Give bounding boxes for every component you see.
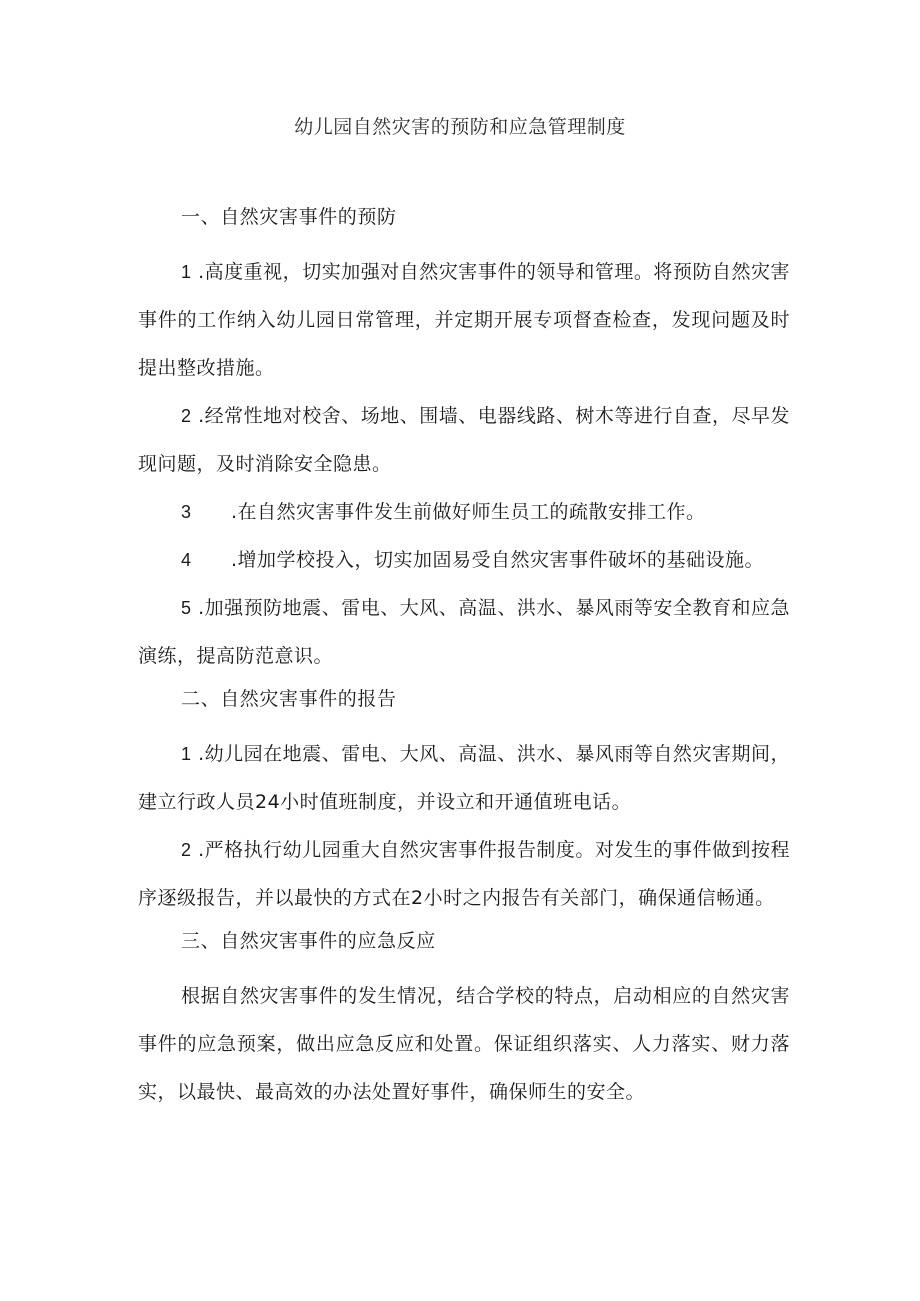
item-number: 1 [181,744,192,764]
section-heading-response: 三、自然灾害事件的应急反应 [181,930,436,952]
prevention-item-1 [138,248,790,392]
document-body [138,200,790,1116]
item-number: 5 [181,598,192,618]
item-text: .经常性地对校舍、场地、围墙、电器线路、树木等进行自查，尽早发现问题，及时消除安全隐患。 [138,405,790,475]
section-heading-report: 二、自然灾害事件的报告 [181,688,397,710]
item-text: .增加学校投入，切实加固易受自然灾害事件破坏的基础设施。 [231,549,765,571]
item-number: 3 [181,502,192,522]
item-number: 2 [181,406,192,426]
section-heading-prevention: 一、自然灾害事件的预防 [181,206,397,228]
item-text: .幼儿园在地震、雷电、大风、高温、洪水、暴风雨等自然灾害期间，建立行政人员24小时值班制度，并设立和开通值班电话。 [138,743,790,813]
prevention-item-2 [138,392,790,488]
item-number: 4 [181,550,192,570]
report-item-1 [138,730,790,826]
prevention-item-3 [138,488,790,536]
prevention-item-5 [138,584,790,680]
item-text: .严格执行幼儿园重大自然灾害事件报告制度。对发生的事件做到按程序逐级报告，并以最快的方式在2小时之内报告有关部门，确保通信畅通。 [138,839,790,909]
report-item-2 [138,826,790,922]
item-text: .在自然灾害事件发生前做好师生员工的疏散安排工作。 [231,501,706,523]
item-text: .加强预防地震、雷电、大风、高温、洪水、暴风雨等安全教育和应急演练，提高防范意识。 [138,597,790,667]
item-number: 1 [181,262,192,282]
item-number: 2 [181,840,192,860]
response-body: 根据自然灾害事件的发生情况，结合学校的特点，启动相应的自然灾害事件的应急预案，做出应急反应和处置。保证组织落实、人力落实、财力落实，以最快、最高效的办法处置好事件，确保师生的安全。 [138,985,790,1103]
item-text: .高度重视，切实加强对自然灾害事件的领导和管理。将预防自然灾害事件的工作纳入幼儿园日常管理，并定期开展专项督查检查，发现问题及时提出整改措施。 [138,261,790,379]
document-title: 幼儿园自然灾害的预防和应急管理制度 [294,116,626,138]
prevention-item-4 [138,536,790,584]
